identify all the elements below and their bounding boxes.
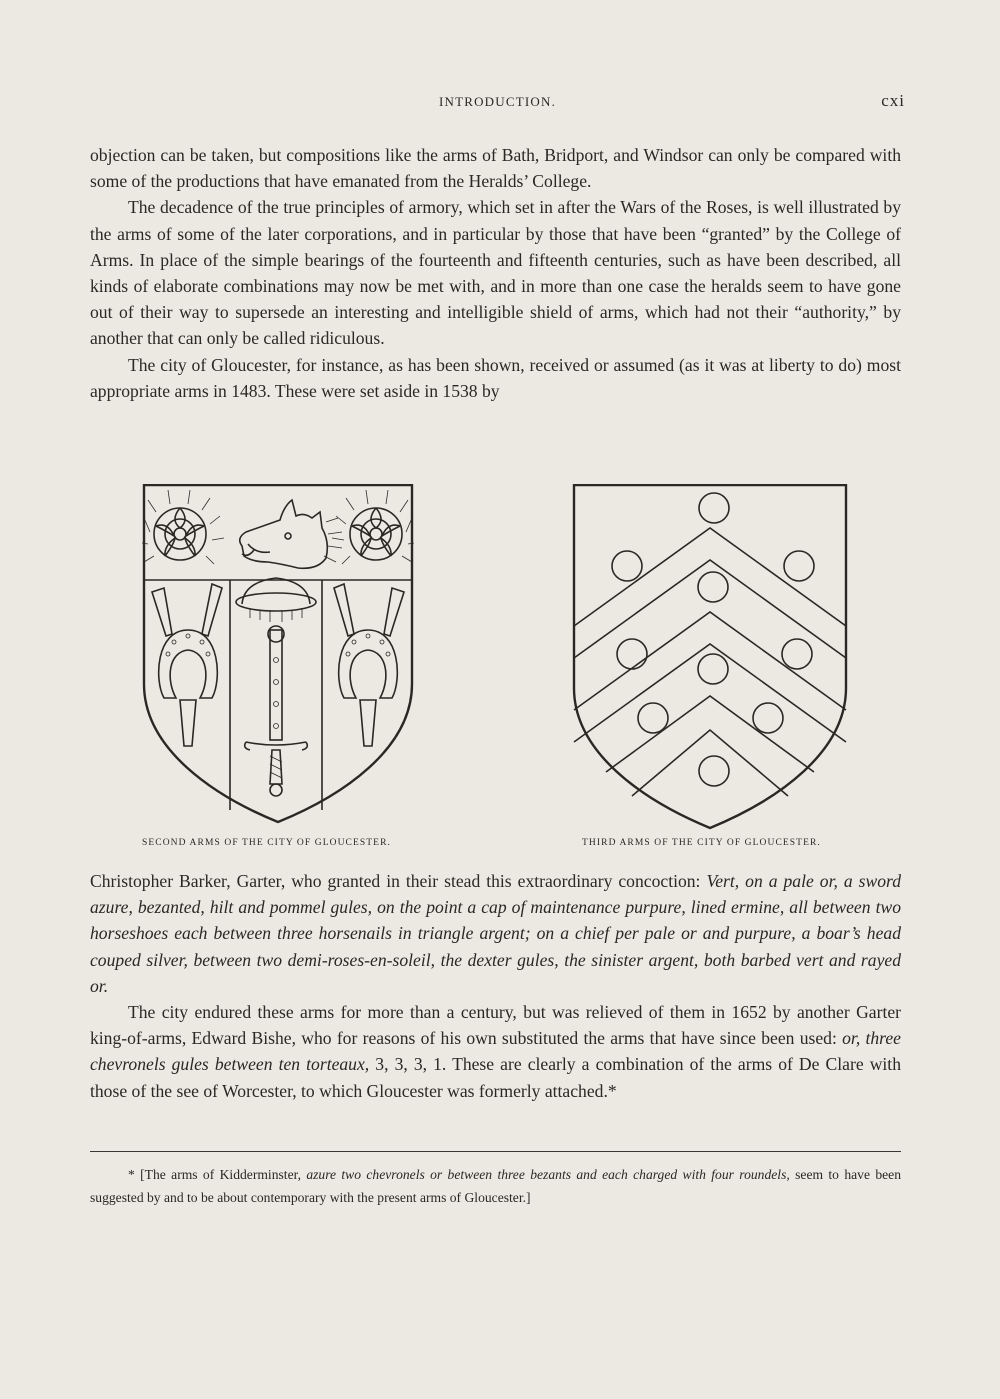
- shield-second-arms-illustration: [142, 484, 414, 824]
- paragraph: [90, 352, 901, 404]
- footnote: [90, 1164, 901, 1209]
- footnote-rule: [90, 1151, 901, 1152]
- paragraph: [90, 999, 901, 1104]
- shield-third-arms-illustration: [572, 484, 848, 832]
- text-run: * [The arms of Kidderminster,: [128, 1167, 307, 1182]
- paragraph: [90, 868, 901, 999]
- italic-run: Vert, on a pale or, a sword azure, bezanted, hilt and pommel gules, on the point a cap of maintenance purpure, lined ermine, all between two horseshoes each between three horsenails in triangle argent; on a chief per pale or and purpure, a boar’s head couped silver, between two demi-roses-en-soleil, the dexter gules, the sinister argent, both barbed vert and rayed or.: [90, 871, 901, 996]
- page-number: cxi: [881, 91, 905, 110]
- paragraph: [90, 194, 901, 351]
- running-head: [90, 91, 905, 114]
- text-run: The city of Gloucester, for instance, as has been shown, received or assumed (as it was at liberty to do) most appropriate arms in 1483. These were set aside in 1538 by: [90, 354, 901, 401]
- figure-second-arms: [142, 484, 414, 824]
- text-run: seem to have been suggested by and to be about contemporary with the present arms of Gloucester.]: [90, 1167, 901, 1205]
- caption-third-arms: THIRD ARMS OF THE CITY OF GLOUCESTER.: [582, 838, 821, 848]
- italic-run: or, three chevronels gules between ten torteaux,: [90, 1028, 901, 1075]
- paragraph: [90, 142, 901, 194]
- caption-second-arms: SECOND ARMS OF THE CITY OF GLOUCESTER.: [142, 838, 391, 848]
- body-text-upper: [90, 142, 901, 404]
- running-head-title: INTRODUCTION.: [438, 94, 557, 109]
- text-run: The city endured these arms for more than a century, but was relieved of them in 1652 by another Garter king-of-arms, Edward Bishe, who for reasons of his own substituted the arms that have since been used:: [90, 1002, 901, 1049]
- text-run: 3, 3, 3, 1. These are clearly a combination of the arms of De Clare with those of the see of Worcester, to which Gloucester was formerly attached.*: [90, 1054, 901, 1101]
- text-run: Christopher Barker, Garter, who granted in their stead this extraordinary concoction:: [90, 871, 707, 891]
- figure-third-arms: [572, 484, 848, 832]
- text-run: objection can be taken, but compositions like the arms of Bath, Bridport, and Windsor can only be compared with some of the productions that have emanated from the Heralds’ College.: [90, 145, 901, 192]
- italic-run: azure two chevronels or between three bezants and each charged with four roundels,: [306, 1167, 790, 1182]
- text-run: The decadence of the true principles of armory, which set in after the Wars of the Roses, is well illustrated by the arms of some of the later corporations, and in particular by those that have been “granted” by the College of Arms. In place of the simple bearings of the fourteenth and fifteenth centuries, such as have been described, all kinds of elaborate combinations may now be met with, and in more than one case the heralds seem to have gone out of their way to supersede an interesting and intelligible shield of arms, which had not their “authority,” by another that can only be called ridiculous.: [90, 197, 901, 349]
- body-text-lower: [90, 868, 901, 1104]
